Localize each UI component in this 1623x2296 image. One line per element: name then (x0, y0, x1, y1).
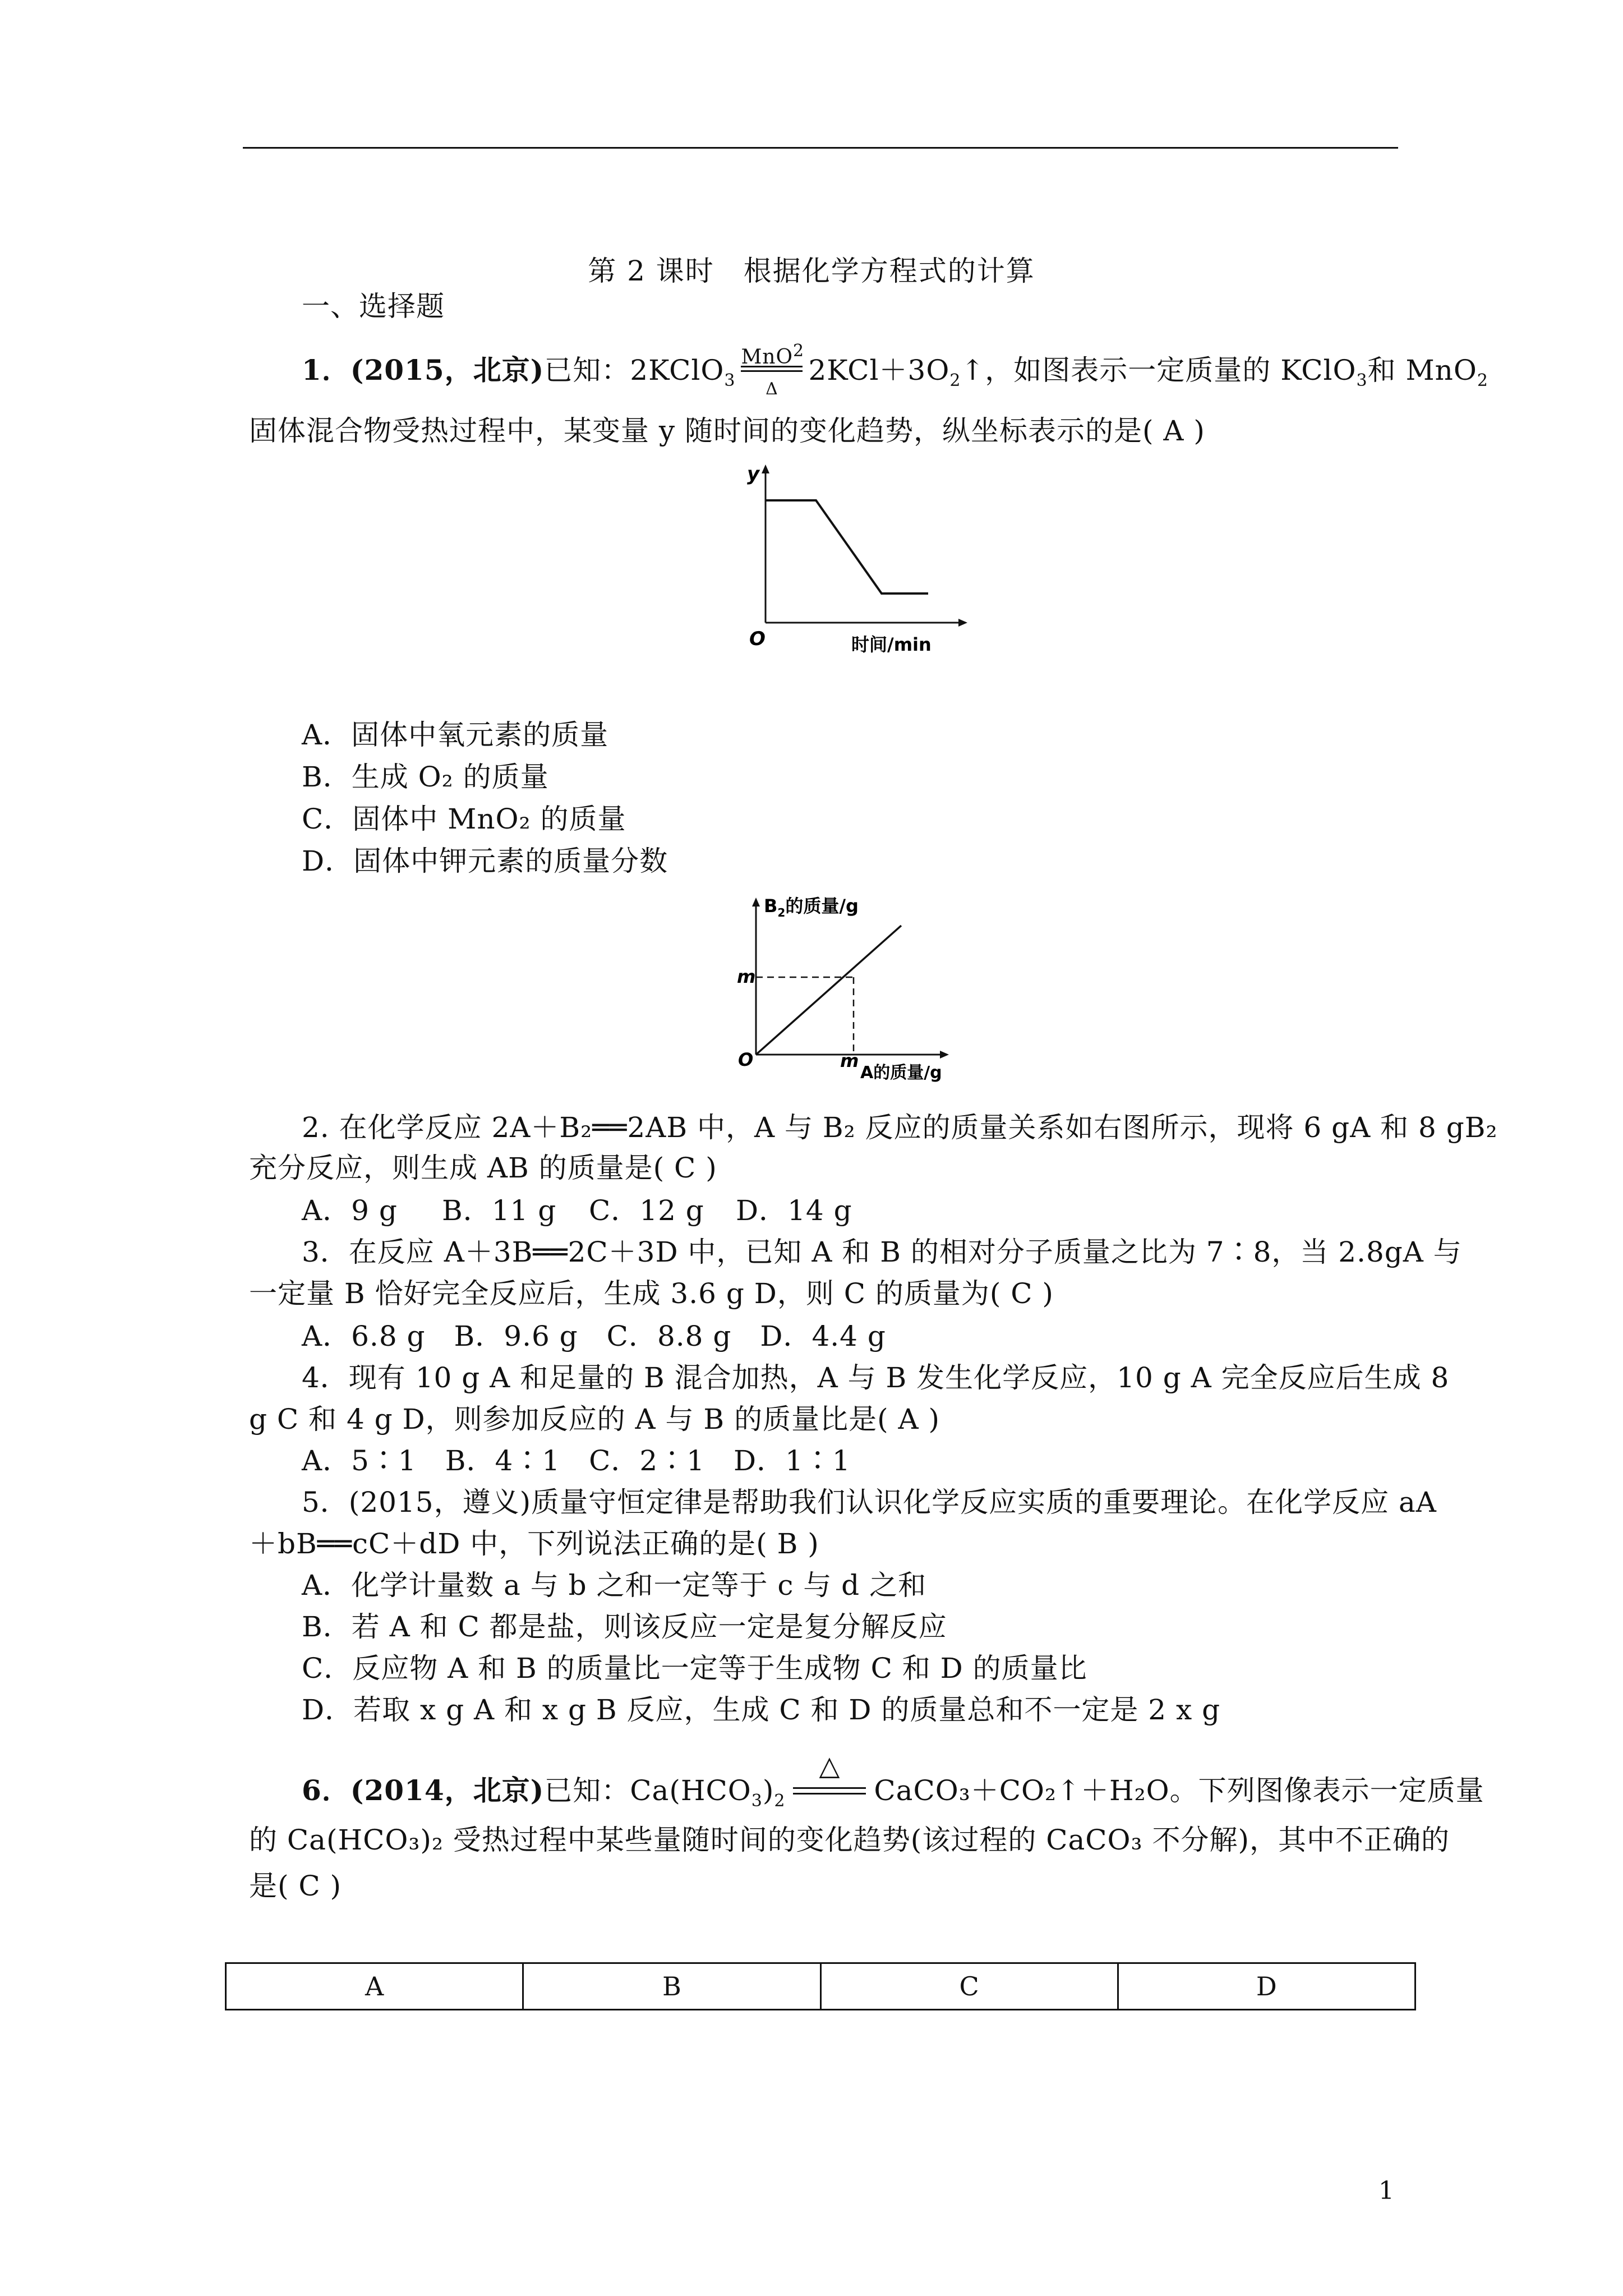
q1-graph (729, 460, 998, 662)
q5-line1: 5．(2015，遵义)质量守恒定律是帮助我们认识化学反应实质的重要理论。在化学反应 aA (302, 1486, 1437, 1519)
q1-curve (766, 500, 928, 593)
q1-origin-label: O (749, 628, 766, 650)
q2-y-arrow (752, 898, 760, 907)
q1-option-b: B．生成 O₂ 的质量 (302, 761, 549, 793)
q1-option-d: D．固体中钾元素的质量分数 (302, 845, 668, 877)
q2-option-c: C．12 g (589, 1194, 704, 1227)
q3-line2: 一定量 B 恰好完全反应后，生成 3.6 g D，则 C 的质量为( C ) (249, 1277, 1054, 1310)
q4-line2: g C 和 4 g D，则参加反应的 A 与 B 的质量比是( A ) (249, 1403, 940, 1435)
q5-option-c: C．反应物 A 和 B 的质量比一定等于生成物 C 和 D 的质量比 (302, 1652, 1087, 1685)
q4-line1: 4．现有 10 g A 和足量的 B 混合加热，A 与 B 发生化学反应，10 g A 完全反应后生成 8 (302, 1361, 1450, 1394)
q1-line2: 固体混合物受热过程中，某变量 y 随时间的变化趋势，纵坐标表示的是( A ) (249, 415, 1205, 447)
q2-origin-label: O (738, 1049, 754, 1070)
q2-line (756, 926, 901, 1055)
q1-post2: ↑，如图表示一定质量的 KClO (961, 354, 1357, 386)
q2-option-b: B．11 g (442, 1194, 557, 1227)
q2-m-x-label: m (840, 1050, 859, 1071)
q2-x-arrow (940, 1051, 949, 1059)
q4-options: A．5∶1 B．4∶1 C．2∶1 D．1∶1 (302, 1444, 851, 1477)
page-title: 第 2 课时 根据化学方程式的计算 (588, 255, 1035, 287)
q6-line2: 的 Ca(HCO₃)₂ 受热过程中某些量随时间的变化趋势(该过程的 CaCO₃ 不分解)，其中不正确的 (249, 1824, 1450, 1856)
q1-number: 1 (302, 353, 322, 386)
table-cell-d: D (1118, 1963, 1415, 2010)
table-cell-c: C (820, 1963, 1118, 2010)
q1-post1: 2KCl＋3O (808, 354, 950, 386)
q2-option-d: D．14 g (736, 1194, 852, 1227)
q6-options-table (225, 1962, 1416, 2010)
q5-line2: ＋bB══cC＋dD 中，下列说法正确的是( B ) (249, 1527, 819, 1560)
q3-options: A．6.8 g B．9.6 g C．8.8 g D．4.4 g (302, 1320, 886, 1352)
q5-option-a: A．化学计量数 a 与 b 之和一定等于 c 与 d 之和 (302, 1569, 927, 1602)
q2-options (302, 1194, 852, 1227)
q1-option-c: C．固体中 MnO₂ 的质量 (302, 803, 626, 835)
q6-number: 6 (302, 1774, 322, 1807)
q5-option-b: B．若 A 和 C 都是盐，则该反应一定是复分解反应 (302, 1611, 947, 1643)
q1-x-arrow (958, 619, 967, 627)
q1-y-arrow (762, 464, 769, 473)
q6-reaction-condition: △ (793, 1774, 866, 1807)
q1-option-a: A．固体中氧元素的质量 (302, 719, 609, 751)
page-number: 1 (1378, 2177, 1394, 2205)
table-cell-b: B (523, 1963, 820, 2010)
q6-post: CaCO₃＋CO₂↑＋H₂O。下列图像表示一定质量 (874, 1774, 1484, 1807)
header-rule (243, 147, 1398, 149)
q2-line1: 2. 在化学反应 2A＋B₂══2AB 中，A 与 B₂ 反应的质量关系如右图所示，现将 6 gA 和 8 gB₂ (302, 1111, 1498, 1144)
q2-graph (729, 892, 987, 1094)
q1-post3: 和 MnO (1367, 354, 1477, 386)
q5-option-d: D．若取 x g A 和 x g B 反应，生成 C 和 D 的质量总和不一定是 2 x g (302, 1694, 1221, 1726)
q2-y-label: $B_2$的质量/g (764, 895, 859, 919)
q3-line1: 3．在反应 A＋3B══2C＋3D 中，已知 A 和 B 的相对分子质量之比为 7∶8，当 2.8gA 与 (302, 1236, 1462, 1268)
q1-reaction-condition: $\frac{MnO^2}{\Delta}$ (741, 341, 805, 399)
q2-m-y-label: m (737, 966, 756, 987)
q6-source: ．(2014，北京) (321, 1774, 545, 1807)
q6-line1: 6．(2014，北京)已知：$Ca(HCO_3)_2$ △ CaCO₃＋CO₂↑＋H₂O。下列图像表示一定质量 (302, 1750, 1484, 1811)
q1-source: ．(2015，北京) (321, 353, 545, 386)
q1-y-label: y (747, 463, 760, 485)
table-row (226, 1963, 1415, 2010)
q2-line2: 充分反应，则生成 AB 的质量是( C ) (249, 1152, 717, 1184)
q2-x-label: A的质量/g (860, 1063, 942, 1083)
q6-pre: 已知：Ca(HCO (544, 1774, 751, 1807)
q1-line1: 1．(2015，北京)已知：2KClO$_3$ $\frac{MnO^2}{\Delta}$ $2KCl+3O_2↑$，如图表示一定质量的 KClO$_3$和 MnO$_2$ (302, 341, 1488, 399)
q1-pre: 已知：2KClO (544, 354, 725, 386)
table-cell-a: A (226, 1963, 523, 2010)
q2-option-a: A．9 g (302, 1194, 398, 1227)
q1-x-label: 时间/min (851, 634, 932, 655)
section-heading: 一、选择题 (302, 290, 445, 323)
q6-line3: 是( C ) (249, 1870, 342, 1902)
